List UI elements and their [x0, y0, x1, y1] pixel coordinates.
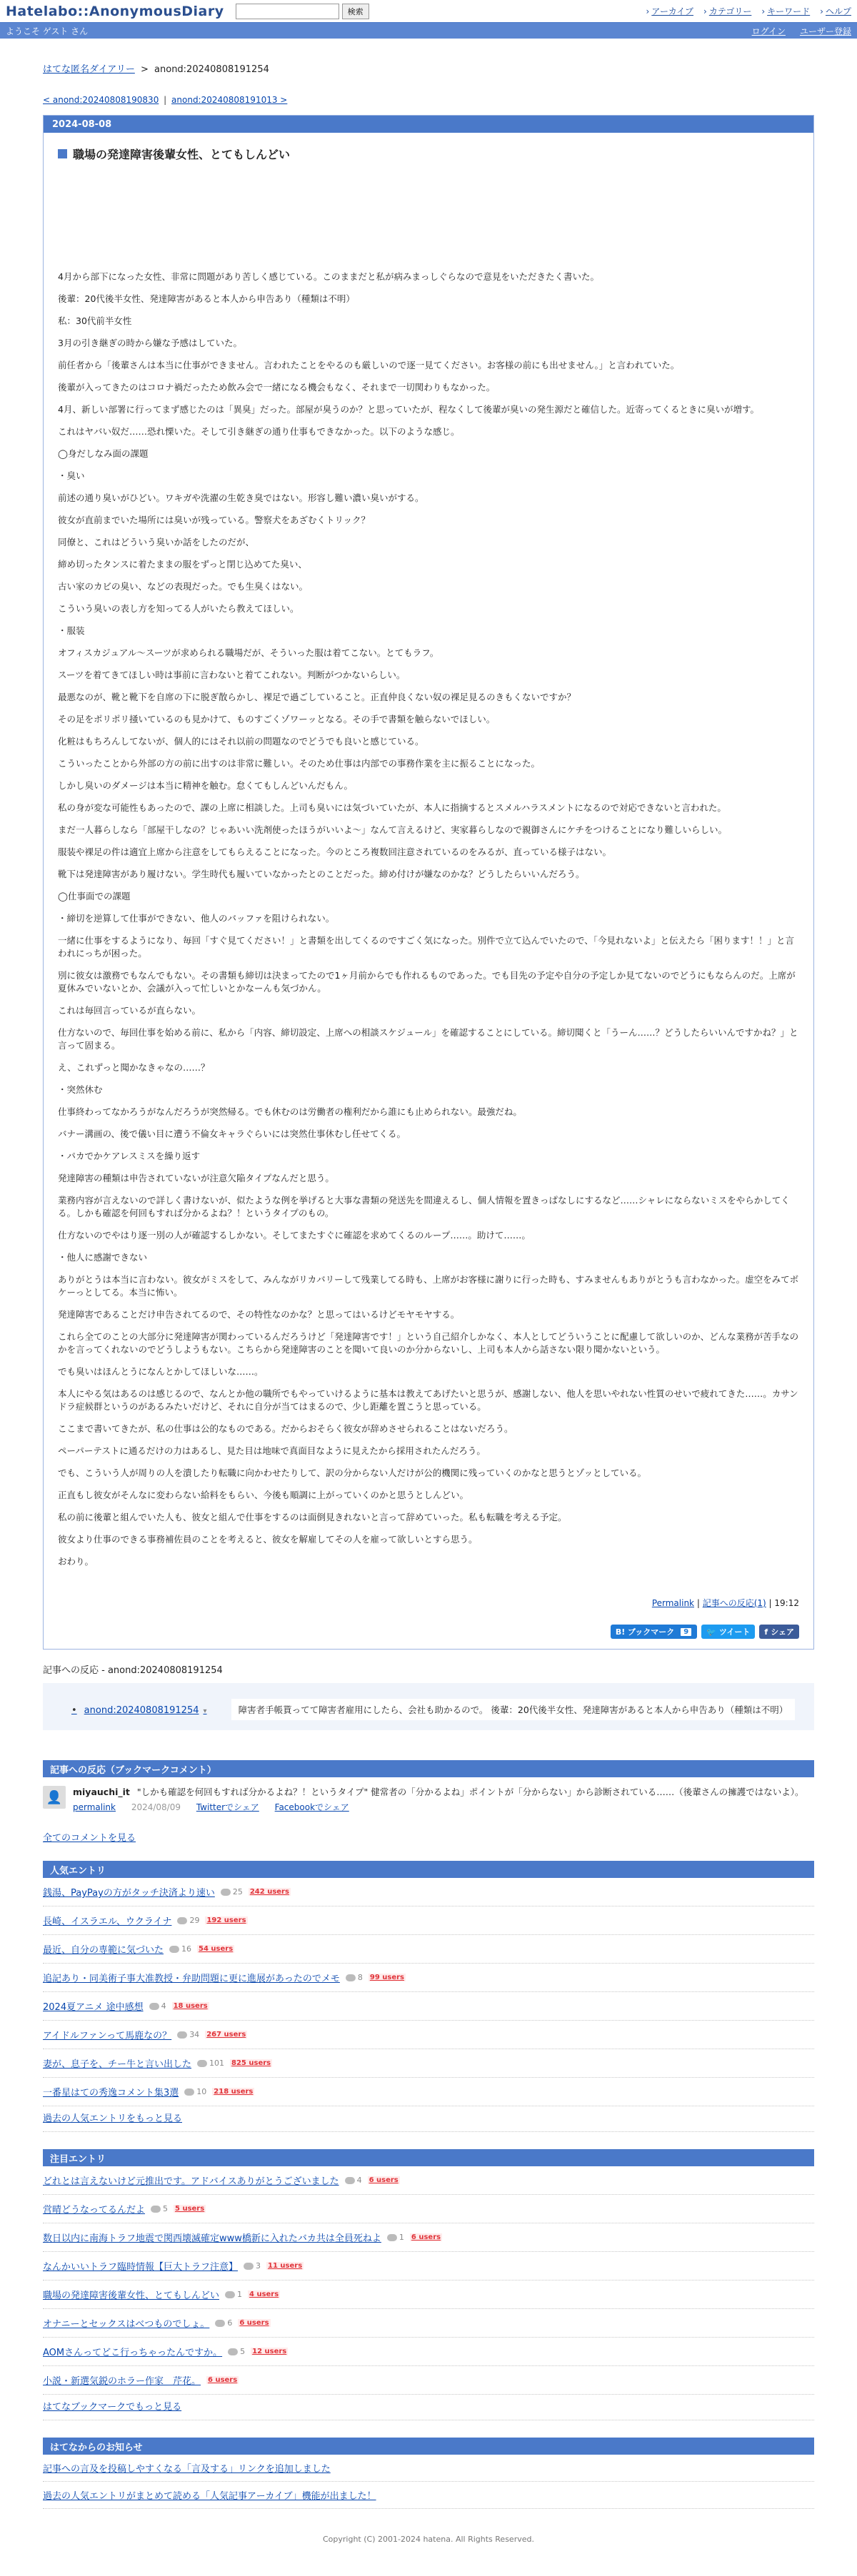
- entry-paragraph: スーツを着てきてほしい時は事前に言わないと着てこれない。判断がつかないらしい。: [58, 670, 406, 680]
- entry-paragraph: こういったことから外部の方の前に出すのは非常に難しい。そのため仕事は内部での事務作業を主に振ることになった。: [58, 758, 541, 769]
- entry-paragraph: ・突然休む: [58, 1084, 103, 1095]
- comment-count[interactable]: [197, 2059, 224, 2068]
- entry-paragraph: バナー溝画の、後で儀い目に遭う不倫女キャラぐらいには突然仕事休むし任せてくる。: [58, 1128, 406, 1139]
- bookmark-users-badge[interactable]: 18 users: [173, 2002, 208, 2010]
- bookmark-users-badge[interactable]: 54 users: [199, 1945, 234, 1953]
- popular-entries-heading: 人気エントリ: [43, 1861, 814, 1878]
- bookmark-users-badge[interactable]: 5 users: [175, 2205, 205, 2213]
- site-logo[interactable]: Hatelabo::AnonymousDiary: [6, 3, 224, 19]
- comment-bubble-icon: [244, 2263, 254, 2270]
- comment-count[interactable]: [346, 1973, 363, 1982]
- comment-bubble-icon: [215, 2320, 225, 2327]
- pager-separator: |: [164, 95, 167, 105]
- top-nav: [646, 5, 852, 17]
- bookmark-comment-text: [73, 1786, 804, 1798]
- entry-paragraph: おわり。: [58, 1556, 94, 1567]
- top-header: [0, 0, 857, 23]
- entry-paragraph: 4月、新しい部署に行ってまず感じたのは「異臭」だった。部屋が臭うのか？と思っていたが、程なくして後輩が臭いの発生源だと確信した。近寄ってくるときに臭いが増す。: [58, 404, 759, 415]
- entry-paragraph: でも臭いはほんとうになんとかしてほしいな……。: [58, 1366, 264, 1377]
- entry-paragraph: 古い家のカビの臭い、などの表現だった。でも生臭くはない。: [58, 581, 309, 592]
- entry-paragraph: 別に彼女は激務でもなんでもない。その書類も締切は決まってたので1ヶ月前からでも作れるものであった。でも目先の予定や自分の予定しか見てないのでどうにもならんのだ。上席が夏休みでいないとか、会議が入って忙しいとかなーんも気づかん。: [58, 970, 796, 994]
- comment-bubble-icon: [221, 1889, 231, 1896]
- list-item: [43, 2309, 814, 2338]
- entry-title-link[interactable]: AOMさんってどこ行っちゃったんですか。: [43, 2348, 223, 2358]
- comment-count-value: 34: [189, 2030, 200, 2039]
- comment-bubble-icon: [151, 2206, 161, 2213]
- bookmark-comment: [43, 1777, 814, 1813]
- entry-paragraph: 私の前に後輩と組んでいた人も、彼女と組んで仕事をするのは面倒見きれないと言って辞めていった。私も転職を考える予定。: [58, 1512, 567, 1522]
- entry-paragraph: しかし臭いのダメージは本当に精神を触む。怠くてもしんどいんだもん。: [58, 780, 354, 791]
- list-item: [43, 2252, 814, 2280]
- entry-paragraph: ・パカでかケアレスミスを繰り返す: [58, 1151, 201, 1161]
- avatar[interactable]: 👤: [43, 1786, 66, 1809]
- entry-paragraph: でも、こういう人が周りの人を潰したり転職に向かわせたりして、訳の分からない人だけが公的機関に残っていくのかなと思うとゾッとしている。: [58, 1468, 647, 1478]
- entry-paragraph: 仕事終わってなかろうがなんだろうが突然帰る。でも休むのは労働者の権利だから誰にも止められない。最強だね。: [58, 1106, 522, 1117]
- comment-count[interactable]: [151, 2204, 168, 2213]
- list-item: [43, 1964, 814, 1992]
- entry-title-link[interactable]: 数日以内に南海トラフ地震で関西壊滅確定www橋新に入れたバカ共は全員死ねよ: [43, 2233, 381, 2244]
- reaction-quote: 障害者手帳貰ってて障害者雇用にしたら、会社も助かるので。 後輩：20代後半女性、発達障害があると本人から申告あり（種類は不明）: [231, 1699, 796, 1720]
- notice-item: [43, 2455, 814, 2482]
- comment-count[interactable]: [184, 2087, 206, 2096]
- comment-count-value: 5: [163, 2204, 169, 2213]
- reactions-count-link[interactable]: 記事への反応(1): [702, 1598, 766, 1608]
- entry-paragraph: ・服装: [58, 625, 85, 636]
- comment-count[interactable]: [228, 2347, 245, 2356]
- bookmark-users-badge[interactable]: 6 users: [369, 2176, 399, 2184]
- entry-title-link[interactable]: 銭湯、PayPayの方がタッチ決済より速い: [43, 1888, 215, 1899]
- comment-count[interactable]: [244, 2261, 261, 2271]
- bookmark-users-badge[interactable]: 242 users: [249, 1888, 289, 1896]
- comment-count[interactable]: [221, 1887, 243, 1896]
- notice-link[interactable]: 記事への言及を投稿しやすくなる「言及する」リンクを追加しました: [43, 2464, 331, 2475]
- breadcrumb-separator: >: [140, 64, 149, 75]
- list-item: [43, 2338, 814, 2366]
- bookmark-username[interactable]: miyauchi_it: [73, 1787, 130, 1797]
- nav-archive-link[interactable]: › アーカイブ: [646, 5, 694, 17]
- diary-entry: [43, 115, 814, 1650]
- bookmark-meta: [73, 1801, 804, 1813]
- comment-bubble-icon: [169, 1946, 179, 1953]
- entry-title-link[interactable]: 職場の発達障害後輩女性、とてもしんどい: [43, 2290, 220, 2301]
- entry-title-link[interactable]: 2024夏アニメ 途中感想: [43, 2002, 144, 2013]
- hatena-bookmark-label: B! ブックマーク: [615, 1627, 675, 1637]
- notices-heading: はてなからのお知らせ: [43, 2438, 814, 2455]
- list-item: [43, 2366, 814, 2395]
- notice-item: [43, 2482, 814, 2509]
- entry-paragraph: 正直もし彼女がそんなに変わらない給料をもらい、今後も順調に上がっていくのかと思うとしんどい。: [58, 1490, 469, 1500]
- comment-count[interactable]: [149, 2001, 166, 2011]
- comment-count-value: 10: [196, 2087, 207, 2096]
- comment-bubble-icon: [197, 2060, 207, 2067]
- comment-bubble-icon: [345, 2177, 355, 2184]
- list-item: [43, 2021, 814, 2049]
- entry-body: [58, 271, 799, 1568]
- comment-count-value: 3: [256, 2261, 261, 2271]
- comment-count[interactable]: [169, 1944, 191, 1954]
- entry-date: 2024-08-08: [44, 116, 813, 133]
- nav-help-link[interactable]: › ヘルプ: [820, 5, 851, 17]
- list-item: [43, 2166, 814, 2195]
- entry-title-link[interactable]: なんかいいトラフ臨時情報【巨大トラフ注意】: [43, 2262, 239, 2273]
- list-item: [43, 2280, 814, 2309]
- main-column: [43, 61, 814, 2544]
- entry-paragraph: これは毎回言っているが直らない。: [58, 1005, 201, 1016]
- register-link[interactable]: ユーザー登録: [799, 26, 851, 36]
- comment-count[interactable]: [215, 2318, 232, 2328]
- entry-paragraph: 発達障害であることだけ申告されてるので、その特性なのかな？と思ってはいるけどモヤモヤする。: [58, 1309, 460, 1320]
- entry-paragraph: ここまで書いてきたが、私の仕事は公的なものである。だからおそらく彼女が辞めさせられることはないだろう。: [58, 1423, 513, 1434]
- entry-paragraph: 後輩：20代後半女性、発達障害があると本人から申告あり（種類は不明）: [58, 293, 355, 304]
- reaction-list: [43, 1683, 814, 1730]
- attention-more-link[interactable]: はてなブックマークでもっと見る: [43, 2395, 814, 2420]
- comment-bubble-icon: [387, 2234, 397, 2241]
- breadcrumb: [43, 61, 814, 75]
- hatena-bookmark-count: 9: [680, 1627, 692, 1637]
- entry-title-link[interactable]: 長崎、イスラエル、ウクライナ: [43, 1916, 172, 1927]
- entry-paragraph: 彼女が直前までいた場所には臭いが残っている。警察犬をあざむくトリック？: [58, 515, 371, 525]
- prev-entry-link[interactable]: < anond:20240808190830: [43, 95, 159, 105]
- entry-title-link[interactable]: アイドルファンって馬鹿なの？: [43, 2031, 172, 2041]
- bookmark-users-badge[interactable]: 99 users: [369, 1974, 405, 1981]
- entry-paragraph: こういう臭いの表し方を知ってる人がいたら教えてほしい。: [58, 603, 299, 614]
- comment-count[interactable]: [177, 2030, 199, 2039]
- entry-paragraph: オフィスカジュアル〜スーツが求められる職場だが、そういった服は着てこない。とてもラフ。: [58, 647, 439, 658]
- entry-paragraph: ・締切を逆算して仕事ができない、他人のバッファを阻けられない。: [58, 913, 335, 924]
- entry-paragraph: ◯身だしなみ面の課題: [58, 448, 149, 459]
- entry-title-link[interactable]: どれとは言えないけど元推出です。アドバイスありがとうございました: [43, 2176, 339, 2187]
- entry-title-link[interactable]: 営晴どうなってるんだよ: [43, 2205, 146, 2216]
- entry-title-link[interactable]: 一番星はての秀逸コメント集3選: [43, 2088, 179, 2098]
- notice-link[interactable]: 過去の人気エントリがまとめて読める「人気記事アーカイブ」機能が出ました！: [43, 2491, 376, 2502]
- user-bar: [0, 23, 857, 39]
- entry-title-text: 職場の発達障害後輩女性、とてもしんどい: [73, 148, 291, 161]
- comment-bubble-icon: [228, 2348, 238, 2355]
- entry-paragraph: 服装や裸足の件は適宜上席から注意をしてもらえることになった。今のところ複数回注意されているのをみるが、直っている様子はない。: [58, 847, 612, 857]
- bookmark-users-badge[interactable]: 4 users: [249, 2290, 279, 2298]
- bookmark-users-badge[interactable]: 12 users: [252, 2348, 287, 2355]
- comment-count-value: 16: [181, 1944, 192, 1954]
- bookmark-users-badge[interactable]: 11 users: [268, 2262, 303, 2270]
- entry-paragraph: 発達障害の種類は申告されていないが注意欠陥タイプなんだと思う。: [58, 1173, 334, 1183]
- entry-paragraph: 私：30代前半女性: [58, 315, 132, 326]
- entry-paragraph: え、これずっと聞かなきゃなの……？: [58, 1062, 210, 1073]
- bookmark-users-badge[interactable]: 218 users: [214, 2088, 254, 2096]
- comment-count-value: 6: [227, 2318, 233, 2328]
- title-square-icon: [58, 149, 67, 158]
- entry-paragraph: 前述の通り臭いがひどい。ワキガや洗濯の生乾き臭ではない。形容し難い濃い臭いがする。: [58, 493, 424, 503]
- permalink-link[interactable]: Permalink: [651, 1598, 694, 1608]
- comment-bubble-icon: [225, 2291, 235, 2298]
- entry-paragraph: 同僚と、これはどういう臭いか話をしたのだが、: [58, 537, 255, 547]
- entry-title-link[interactable]: 妻が、息子を、チー牛と言い出した: [43, 2059, 192, 2070]
- share-buttons: [58, 1625, 799, 1639]
- entry-footer: [58, 1597, 799, 1609]
- entry-paragraph: これはヤバい奴だ……恐れ慄いた。そして引き継ぎの通り仕事もできなかった。以下のような感じ。: [58, 426, 460, 437]
- breadcrumb-root-link[interactable]: はてな匿名ダイアリー: [43, 64, 135, 75]
- comment-count[interactable]: [225, 2290, 242, 2299]
- list-item: [43, 1878, 814, 1906]
- list-item: [43, 2223, 814, 2252]
- next-entry-link[interactable]: anond:20240808191013 >: [171, 95, 288, 105]
- bookmark-comments-heading: 記事への反応（ブックマークコメント）: [43, 1760, 814, 1777]
- entry-title-link[interactable]: オナニーとセックスはべつものでしょ。: [43, 2319, 210, 2330]
- comment-bubble-icon: [177, 1917, 187, 1924]
- list-item: [43, 1906, 814, 1935]
- entry-title: [58, 146, 799, 162]
- welcome-text: ようこそ ゲスト さん: [6, 26, 89, 36]
- entry-paragraph: 私の身が変な可能性もあったので、課の上席に相談した。上司も臭いには気づいていたが、本人に指摘するとスメルハラスメントになるので対応できないと言われた。: [58, 802, 726, 813]
- comment-count-value: 25: [232, 1887, 243, 1896]
- search-input[interactable]: [236, 4, 339, 19]
- bookmark-comment-body: "しかも確認を何回もすれば分かるよね？！というタイプ" 健常者の「分かるよね」ポイントが「分からない」から診断されている……（後輩さんの擁護ではないよ）。: [136, 1787, 804, 1797]
- comment-count-value: 1: [237, 2290, 243, 2299]
- bookmark-facebook-share-link[interactable]: Facebookでシェア: [274, 1802, 349, 1812]
- entry-paragraph: 一緒に仕事をするようになり、毎回「すぐ見てください！」と書類を出してくるのですごく気になった。別件で立て込んでいたので、「今見れないよ」と伝えたら「困ります！！」と言われにっちが困った。: [58, 935, 795, 959]
- comment-count-value: 4: [161, 2001, 166, 2011]
- entry-time: 19:12: [774, 1598, 799, 1608]
- bookmark-users-badge[interactable]: 6 users: [208, 2376, 238, 2384]
- search-button[interactable]: 検索: [342, 4, 369, 19]
- entry-paragraph: ・臭い: [58, 470, 85, 481]
- bookmark-users-badge[interactable]: 192 users: [206, 1916, 246, 1924]
- comment-bubble-icon: [346, 1974, 356, 1981]
- entry-paragraph: ◯仕事面での課題: [58, 891, 131, 901]
- reactions-heading: 記事への反応 - anond:20240808191254: [43, 1665, 223, 1676]
- expand-icon[interactable]: ▾: [203, 1707, 207, 1715]
- entry-paragraph: これら全てのことの大部分に発達障害が関わっているんだろうけど「発達障害です！」という自己紹介しかなく、本人としてどういうことに配慮して欲しいのか、どんな業務が苦手なのかを言ってくれないのでどうしようもない。こちらから発達障害のことを聞いて良いのか分からないし、上司も本人から話さない限り聞かないという。: [58, 1331, 799, 1355]
- attention-entries-list: [43, 2166, 814, 2395]
- notices-list: [43, 2455, 814, 2509]
- nav-category-link[interactable]: › カテゴリー: [703, 5, 751, 17]
- entry-paragraph: 4月から部下になった女性、非常に問題があり苦しく感じている。このままだと私が病みまっしぐらなので意見をいただきたく書いた。: [58, 271, 599, 282]
- entry-title-link[interactable]: 最近、自分の専範に気づいた: [43, 1945, 164, 1956]
- reaction-entry-link[interactable]: [71, 1705, 207, 1716]
- bookmark-users-badge[interactable]: 6 users: [239, 2319, 269, 2327]
- tweet-button[interactable]: [701, 1625, 755, 1639]
- list-item: [43, 1992, 814, 2021]
- comment-count[interactable]: [387, 2233, 404, 2242]
- comment-count-value: 1: [399, 2233, 404, 2242]
- facebook-share-button[interactable]: [759, 1625, 799, 1639]
- comment-count[interactable]: [177, 1916, 199, 1925]
- footer-separator: |: [696, 1598, 700, 1608]
- comment-count-value: 4: [356, 2176, 362, 2185]
- bookmark-date: 2024/08/09: [131, 1802, 181, 1812]
- list-item: [43, 1935, 814, 1964]
- list-item: [43, 2195, 814, 2223]
- comment-count-value: 101: [209, 2059, 225, 2068]
- comment-count[interactable]: [345, 2176, 362, 2185]
- comment-count-value: 8: [357, 1973, 363, 1982]
- entry-paragraph: 本人にやる気はあるのは感じるので、なんとか他の職所でもやっていけるように基本は教えてあげたいと思うが、感謝しない、他人を思いやれない性質のせいで疲れてきた……。カサンドラ症候群というのがあるみたいだけど、それに自分が当てはまるので、少し距離を置こうと思っている。: [58, 1388, 798, 1412]
- facebook-share-label: シェア: [771, 1627, 794, 1637]
- entry-paragraph: 最悪なのが、靴と靴下を自席の下に脱ぎ散らかし、裸足で過ごしていること。正直仲良くない奴の裸足見るのきもくないですか？: [58, 692, 576, 702]
- login-link[interactable]: ログイン: [751, 26, 786, 36]
- comment-count-value: 29: [189, 1916, 200, 1925]
- entry-paragraph: ・他人に感謝できない: [58, 1252, 148, 1263]
- bookmark-twitter-share-link[interactable]: Twitterでシェア: [196, 1802, 259, 1812]
- comment-bubble-icon: [184, 2088, 194, 2096]
- entry-paragraph: ありがとうは本当に言わない。彼女がミスをして、みんながリカバリーして残業してる時も、上席がお客様に謝りに行った時も、すみませんもありがとうも言わなかった。虚空をみてボケーっとしてる。本当に怖い。: [58, 1274, 799, 1298]
- entry-paragraph: ペーパーテストに通るだけの力はあるし、見た目は地味で真面目なように見えたから採用されたんだろう。: [58, 1445, 486, 1456]
- copyright: Copyright (C) 2001-2024 hatena. All Rights Reserved.: [323, 2535, 534, 2544]
- attention-entries-heading: 注目エントリ: [43, 2149, 814, 2166]
- bookmark-permalink[interactable]: permalink: [73, 1802, 116, 1812]
- twitter-bird-icon: 🐦: [706, 1627, 716, 1637]
- entry-paragraph: 化粧はもちろんしてないが、個人的にはそれ以前の問題なのでどうでも良いと感じている。: [58, 736, 424, 747]
- entry-paragraph: その足をポリポリ掻いているのも見かけて、ものすごくゾワーッとなる。その手で書類を触らないでほしい。: [58, 714, 496, 724]
- entry-pager: [43, 95, 814, 105]
- tweet-label: ツイート: [718, 1627, 751, 1637]
- entry-paragraph: 前任者から「後輩さんは本当に仕事ができません。言われたことをやるのも厳しいので逐一見てください。お客様の前にも出せません。」と言われていた。: [58, 360, 680, 370]
- nav-keyword-link[interactable]: › キーワード: [761, 5, 810, 17]
- entry-paragraph: 後輩が入ってきたのはコロナ禍だったため飲み会で一緒になる機会もなく、それまで一切関わりもなかった。: [58, 382, 496, 393]
- bookmark-users-badge[interactable]: 825 users: [231, 2059, 271, 2067]
- entry-paragraph: 業務内容が言えないので詳しく書けないが、似たような例を挙げると大事な書類の発送先を間違えるし、個人情報を置きっぱなしにするなど……シャレにならないミスをやらかしてくる。しかも確認を何回もすれば分かるよね？！というタイプのもの。: [58, 1195, 790, 1218]
- footer-separator: |: [768, 1598, 772, 1608]
- popular-more-link[interactable]: 過去の人気エントリをもっと見る: [43, 2106, 814, 2132]
- comment-bubble-icon: [149, 2003, 159, 2010]
- all-comments-link[interactable]: 全てのコメントを見る: [43, 1833, 136, 1844]
- bookmark-users-badge[interactable]: 267 users: [206, 2031, 246, 2039]
- entry-paragraph: 締め切ったタンスに着たままの服をずっと閉じ込めてた臭い、: [58, 559, 307, 570]
- entry-paragraph: 彼女より仕事のできる事務補佐員のことを考えると、彼女を解雇してその人を雇って欲しいとすら思う。: [58, 1534, 478, 1545]
- popular-entries-list: [43, 1878, 814, 2106]
- entry-paragraph: 仕方ないのでやはり逐一別の人が確認するしかない。そしてまたすぐに確認を求めてくるのループ……。助けて……。: [58, 1230, 531, 1241]
- entry-paragraph: 靴下は発達障害があり履けない。学生時代も履いていなかったとのことだった。締め付けが嫌なのかな？どうしたらいいんだろう。: [58, 869, 585, 879]
- entry-paragraph: まだ一人暮らしなら「部屋干しなの？じゃあいい洗剤使ったほうがいいよ〜」なんて言えるけど、実家暮らしなので親御さんにケチをつけることになり難しいらしい。: [58, 824, 728, 835]
- entry-paragraph: 3月の引き継ぎの時から嫌な予感はしていた。: [58, 338, 242, 348]
- comment-count-value: 5: [240, 2347, 246, 2356]
- list-item: [43, 2078, 814, 2106]
- hatena-bookmark-button[interactable]: [611, 1625, 697, 1639]
- list-item: [43, 2049, 814, 2078]
- entry-title-link[interactable]: 小説・新選気鋭のホラー作家 芹花。: [43, 2376, 201, 2387]
- breadcrumb-current: anond:20240808191254: [154, 64, 269, 75]
- reaction-entry-id: anond:20240808191254: [84, 1705, 199, 1716]
- comment-bubble-icon: [177, 2031, 187, 2039]
- entry-title-link[interactable]: 追記あり・同美術子事大准教授・弁助問題に更に進展があったのでメモ: [43, 1974, 340, 1984]
- bookmark-users-badge[interactable]: 6 users: [411, 2233, 441, 2241]
- reaction-item: [71, 1692, 800, 1720]
- facebook-icon: f: [764, 1627, 768, 1637]
- entry-paragraph: 仕方ないので、毎回仕事を始める前に、私から「内容、締切設定、上席への相談スケジュール」を確認することにしている。締切聞くと「うーん……？どうしたらいいんですかね？」と言って固まる。: [58, 1027, 798, 1051]
